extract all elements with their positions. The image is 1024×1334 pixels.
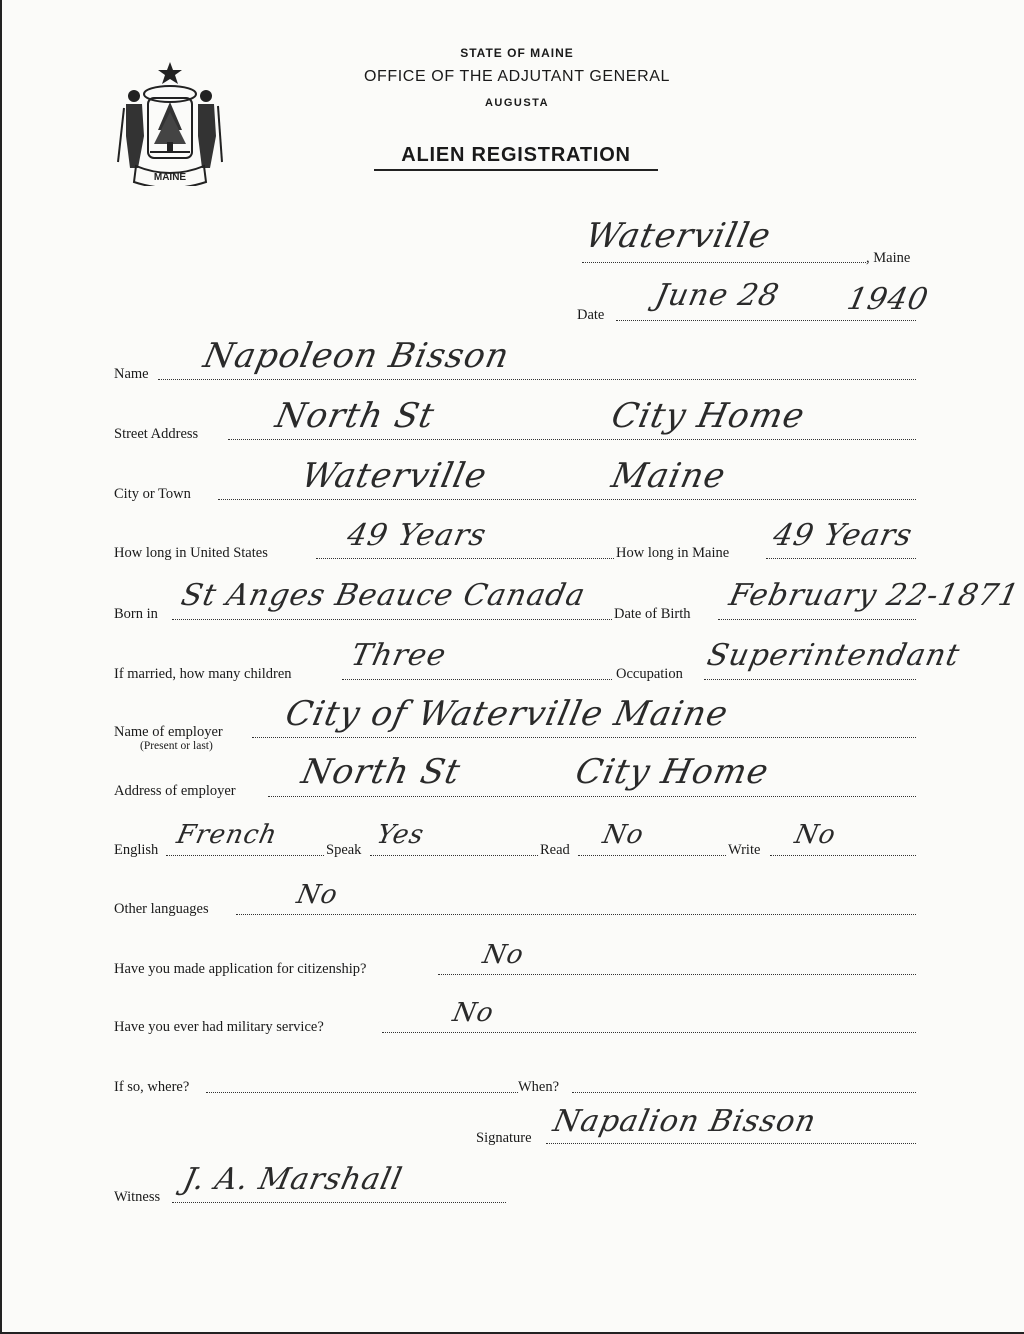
- speak-value: Yes: [374, 820, 428, 850]
- header-office: OFFICE OF THE ADJUTANT GENERAL: [363, 68, 671, 85]
- employer-line: [252, 737, 916, 738]
- write-line: [770, 855, 916, 856]
- military-label: Have you ever had military service?: [114, 1019, 324, 1035]
- header-state: STATE OF MAINE: [460, 46, 574, 60]
- location-line: [582, 262, 866, 263]
- witness-label: Witness: [114, 1189, 161, 1205]
- street-line: [228, 439, 916, 440]
- dob-value: February 22-1871: [726, 578, 1023, 613]
- name-value: Napoleon Bisson: [200, 336, 514, 376]
- witness-line: [172, 1202, 506, 1203]
- maine-state-seal-icon: [114, 58, 226, 186]
- write-value: No: [792, 820, 839, 850]
- city-value-1: Waterville: [298, 456, 491, 496]
- witness-value: J. A. Marshall: [180, 1162, 406, 1197]
- date-label: Date: [577, 307, 605, 323]
- signature-line: [546, 1143, 916, 1144]
- occupation-label: Occupation: [616, 666, 683, 682]
- name-label: Name: [114, 366, 149, 382]
- children-line: [342, 679, 612, 680]
- citizenship-label: Have you made application for citizenship?: [114, 961, 367, 977]
- maine-years-value: 49 Years: [770, 518, 916, 553]
- where-line: [206, 1092, 518, 1093]
- street-label: Street Address: [114, 426, 199, 442]
- signature-value: Napalion Bisson: [550, 1104, 820, 1139]
- us-years-label: How long in United States: [114, 545, 268, 561]
- us-years-line: [316, 558, 614, 559]
- write-label: Write: [728, 842, 761, 858]
- date-line: [616, 320, 916, 321]
- occupation-line: [704, 679, 916, 680]
- read-label: Read: [540, 842, 570, 858]
- date-year: 1940: [844, 282, 932, 317]
- children-value: Three: [348, 638, 450, 673]
- speak-label: Speak: [326, 842, 362, 858]
- occupation-value: Superintendant: [704, 638, 964, 673]
- location-suffix: , Maine: [866, 250, 911, 266]
- city-value-2: Maine: [608, 456, 730, 496]
- born-label: Born in: [114, 606, 158, 622]
- born-value: St Anges Beauce Canada: [178, 578, 589, 613]
- other-languages-line: [236, 914, 916, 915]
- military-line: [382, 1032, 916, 1033]
- employer-address-value-2: City Home: [572, 752, 773, 792]
- read-line: [578, 855, 726, 856]
- date-month-day: June 28: [652, 278, 783, 313]
- us-years-value: 49 Years: [344, 518, 490, 553]
- english-label: English: [114, 842, 159, 858]
- citizenship-line: [438, 974, 916, 975]
- dob-line: [718, 619, 916, 620]
- where-label: If so, where?: [114, 1079, 190, 1095]
- city-line: [218, 499, 916, 500]
- citizenship-value: No: [480, 940, 527, 970]
- maine-years-line: [766, 558, 916, 559]
- military-value: No: [450, 998, 497, 1028]
- when-line: [572, 1092, 916, 1093]
- other-languages-value: No: [294, 880, 341, 910]
- employer-sublabel: (Present or last): [140, 740, 213, 752]
- header-city: AUGUSTA: [484, 97, 550, 109]
- employer-address-label: Address of employer: [114, 783, 236, 799]
- employer-value: City of Waterville Maine: [282, 694, 732, 734]
- maine-years-label: How long in Maine: [616, 545, 730, 561]
- dob-label: Date of Birth: [614, 606, 691, 622]
- location-value: Waterville: [582, 216, 775, 256]
- signature-label: Signature: [476, 1130, 532, 1146]
- street-value-1: North St: [272, 396, 439, 436]
- english-line: [166, 855, 324, 856]
- street-value-2: City Home: [608, 396, 809, 436]
- born-line: [172, 619, 612, 620]
- speak-line: [370, 855, 538, 856]
- form-title: ALIEN REGISTRATION: [374, 144, 658, 171]
- name-line: [158, 379, 916, 380]
- english-value: French: [174, 820, 281, 850]
- city-label: City or Town: [114, 486, 191, 502]
- children-label: If married, how many children: [114, 666, 292, 682]
- employer-address-line: [268, 796, 916, 797]
- when-label: When?: [518, 1079, 560, 1095]
- employer-address-value-1: North St: [298, 752, 465, 792]
- seal-banner-text: MAINE: [153, 172, 187, 183]
- employer-label: Name of employer: [114, 724, 223, 740]
- read-value: No: [600, 820, 647, 850]
- other-languages-label: Other languages: [114, 901, 209, 917]
